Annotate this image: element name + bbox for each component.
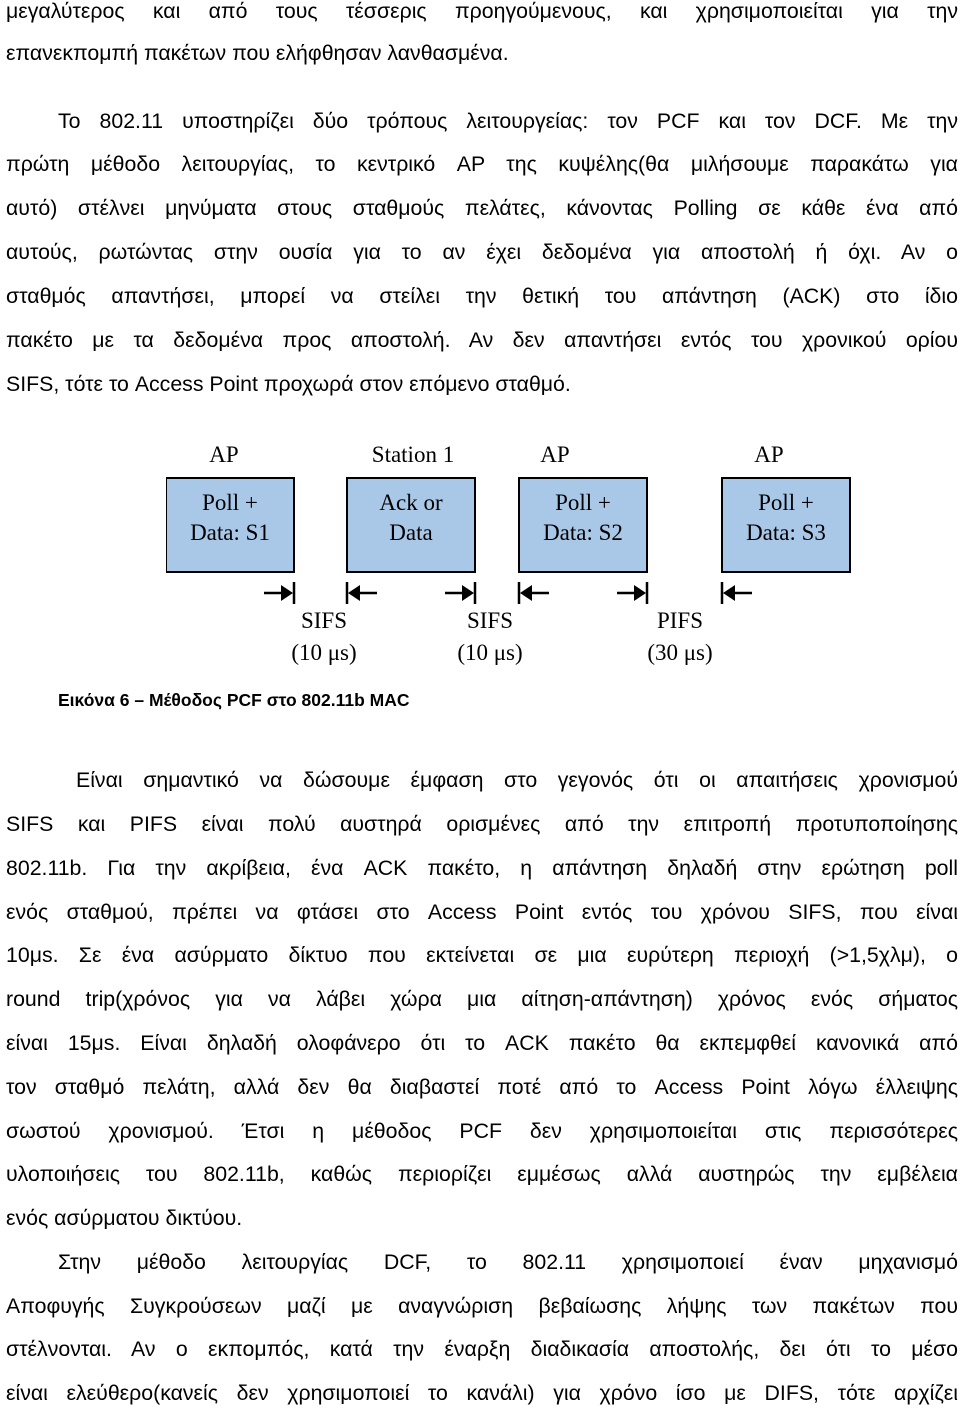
pcf-timing-diagram <box>166 432 852 678</box>
text-line: ενός σταθμού, πρέπει να φτάσει στο Access Point εντός του χρόνου SIFS, που είναι <box>6 900 958 924</box>
text-line: υλοποιήσεις του 802.11b, καθώς περιορίζει εμμέσως αλλά αυστηρώς την εμβέλεια <box>6 1162 958 1186</box>
text-line: τον σταθμό πελάτη, αλλά δεν θα διαβαστεί ποτέ από το Access Point λόγω έλλειψης <box>6 1075 958 1099</box>
text-line: Στην μέθοδο λειτουργίας DCF, το 802.11 χρησιμοποιεί έναν μηχανισμό <box>58 1250 958 1274</box>
frame-line2: Data: S2 <box>543 520 623 545</box>
text-line: SIFS, τότε το Access Point προχωρά στον επόμενο σταθμό. <box>6 372 571 396</box>
text-line: Είναι σημαντικό να δώσουμε έμφαση στο γεγονός ότι οι απαιτήσεις χρονισμού <box>76 768 958 792</box>
text-line: πακέτο με τα δεδομένα προς αποστολή. Αν δεν απαντήσει εντός του χρονικού ορίου <box>6 328 958 352</box>
text-line: πρώτη μέθοδο λειτουργίας, το κεντρικό AP της κυψέλης(θα μιλήσουμε παρακάτω για <box>6 152 958 176</box>
frame-box <box>722 478 850 572</box>
text-line: Αποφυγής Συγκρούσεων μαζί με αναγνώριση βεβαίωσης λήψης των πακέτων που <box>6 1294 958 1318</box>
frame-line1: Poll + <box>758 490 814 515</box>
frame-box <box>347 478 475 572</box>
frame-line1: Poll + <box>202 490 258 515</box>
text-line: round trip(χρόνος για να λάβει χώρα μια αίτηση-απάντηση) χρόνος ενός σήματος <box>6 987 958 1011</box>
frame-box <box>166 478 294 572</box>
frame-line1: Poll + <box>555 490 611 515</box>
figure-caption: Εικόνα 6 – Μέθοδος PCF στο 802.11b MAC <box>58 690 410 710</box>
text-line: μεγαλύτερος και από τους τέσσερις προηγούμενους, και χρησιμοποιείται για την <box>6 0 958 23</box>
text-line: είναι 15μs. Είναι δηλαδή ολοφάνερο ότι το ACK πακέτο θα εκπεμφθεί κανονικά από <box>6 1031 958 1055</box>
text-line: στέλνονται. Αν ο εκπομπός, κατά την έναρξη διαδικασία αποστολής, δει ότι το μέσο <box>6 1337 958 1361</box>
gap-duration: (10 μs) <box>291 640 357 665</box>
text-line: επανεκπομπή πακέτων που ελήφθησαν λανθασμένα. <box>6 41 509 65</box>
text-line: 10μs. Σε ένα ασύρματο δίκτυο που εκτείνεται σε μια ευρύτερη περιοχή (>1,5χλμ), ο <box>6 943 958 967</box>
gap-duration: (30 μs) <box>647 640 713 665</box>
text-line: σταθμός απαντήσει, μπορεί να στείλει την θετική του απάντηση (ACK) στο ίδιο <box>6 284 958 308</box>
frame-sender-label: AP <box>754 442 784 467</box>
frame-line2: Data <box>389 520 433 545</box>
text-line: SIFS και PIFS είναι πολύ αυστηρά ορισμένες από την επιτροπή προτυποποίησης <box>6 812 958 836</box>
gap-name: SIFS <box>300 608 348 633</box>
gap-marker-sifs-1 <box>264 582 377 604</box>
diagram-svg <box>166 432 852 678</box>
gap-marker-pifs <box>617 582 752 604</box>
frame-line1: Ack or <box>379 490 443 515</box>
frame-line2: Data: S3 <box>746 520 826 545</box>
text-line: σωστού χρονισμού. Έτσι η μέθοδος PCF δεν χρησιμοποιείται στις περισσότερες <box>6 1119 958 1143</box>
text-line: Το 802.11 υποστηρίζει δύο τρόπους λειτουργείας: τον PCF και τον DCF. Με την <box>58 109 958 133</box>
gap-name: SIFS <box>466 608 514 633</box>
frame-sender-label: AP <box>540 442 570 467</box>
gap-duration: (10 μs) <box>457 640 523 665</box>
text-line: αυτούς, ρωτώντας στην ουσία για το αν έχει δεδομένα για αποστολή ή όχι. Αν ο <box>6 240 958 264</box>
text-line: αυτό) στέλνει μηνύματα στους σταθμούς πελάτες, κάνοντας Polling σε κάθε ένα από <box>6 196 958 220</box>
frame-sender-label: AP <box>209 442 239 467</box>
frame-box <box>519 478 647 572</box>
frame-sender-label: Station 1 <box>371 442 455 467</box>
frame-line2: Data: S1 <box>190 520 270 545</box>
text-line: ενός ασύρματου δικτύου. <box>6 1206 243 1230</box>
text-line: 802.11b. Για την ακρίβεια, ένα ACK πακέτο, η απάντηση δηλαδή στην ερώτηση poll <box>6 856 958 880</box>
text-line: είναι ελεύθερο(κανείς δεν χρησιμοποιεί το κανάλι) για χρόνο ίσο με DIFS, τότε αρχίζει <box>6 1381 958 1405</box>
gap-marker-sifs-2 <box>445 582 549 604</box>
gap-name: PIFS <box>656 608 704 633</box>
